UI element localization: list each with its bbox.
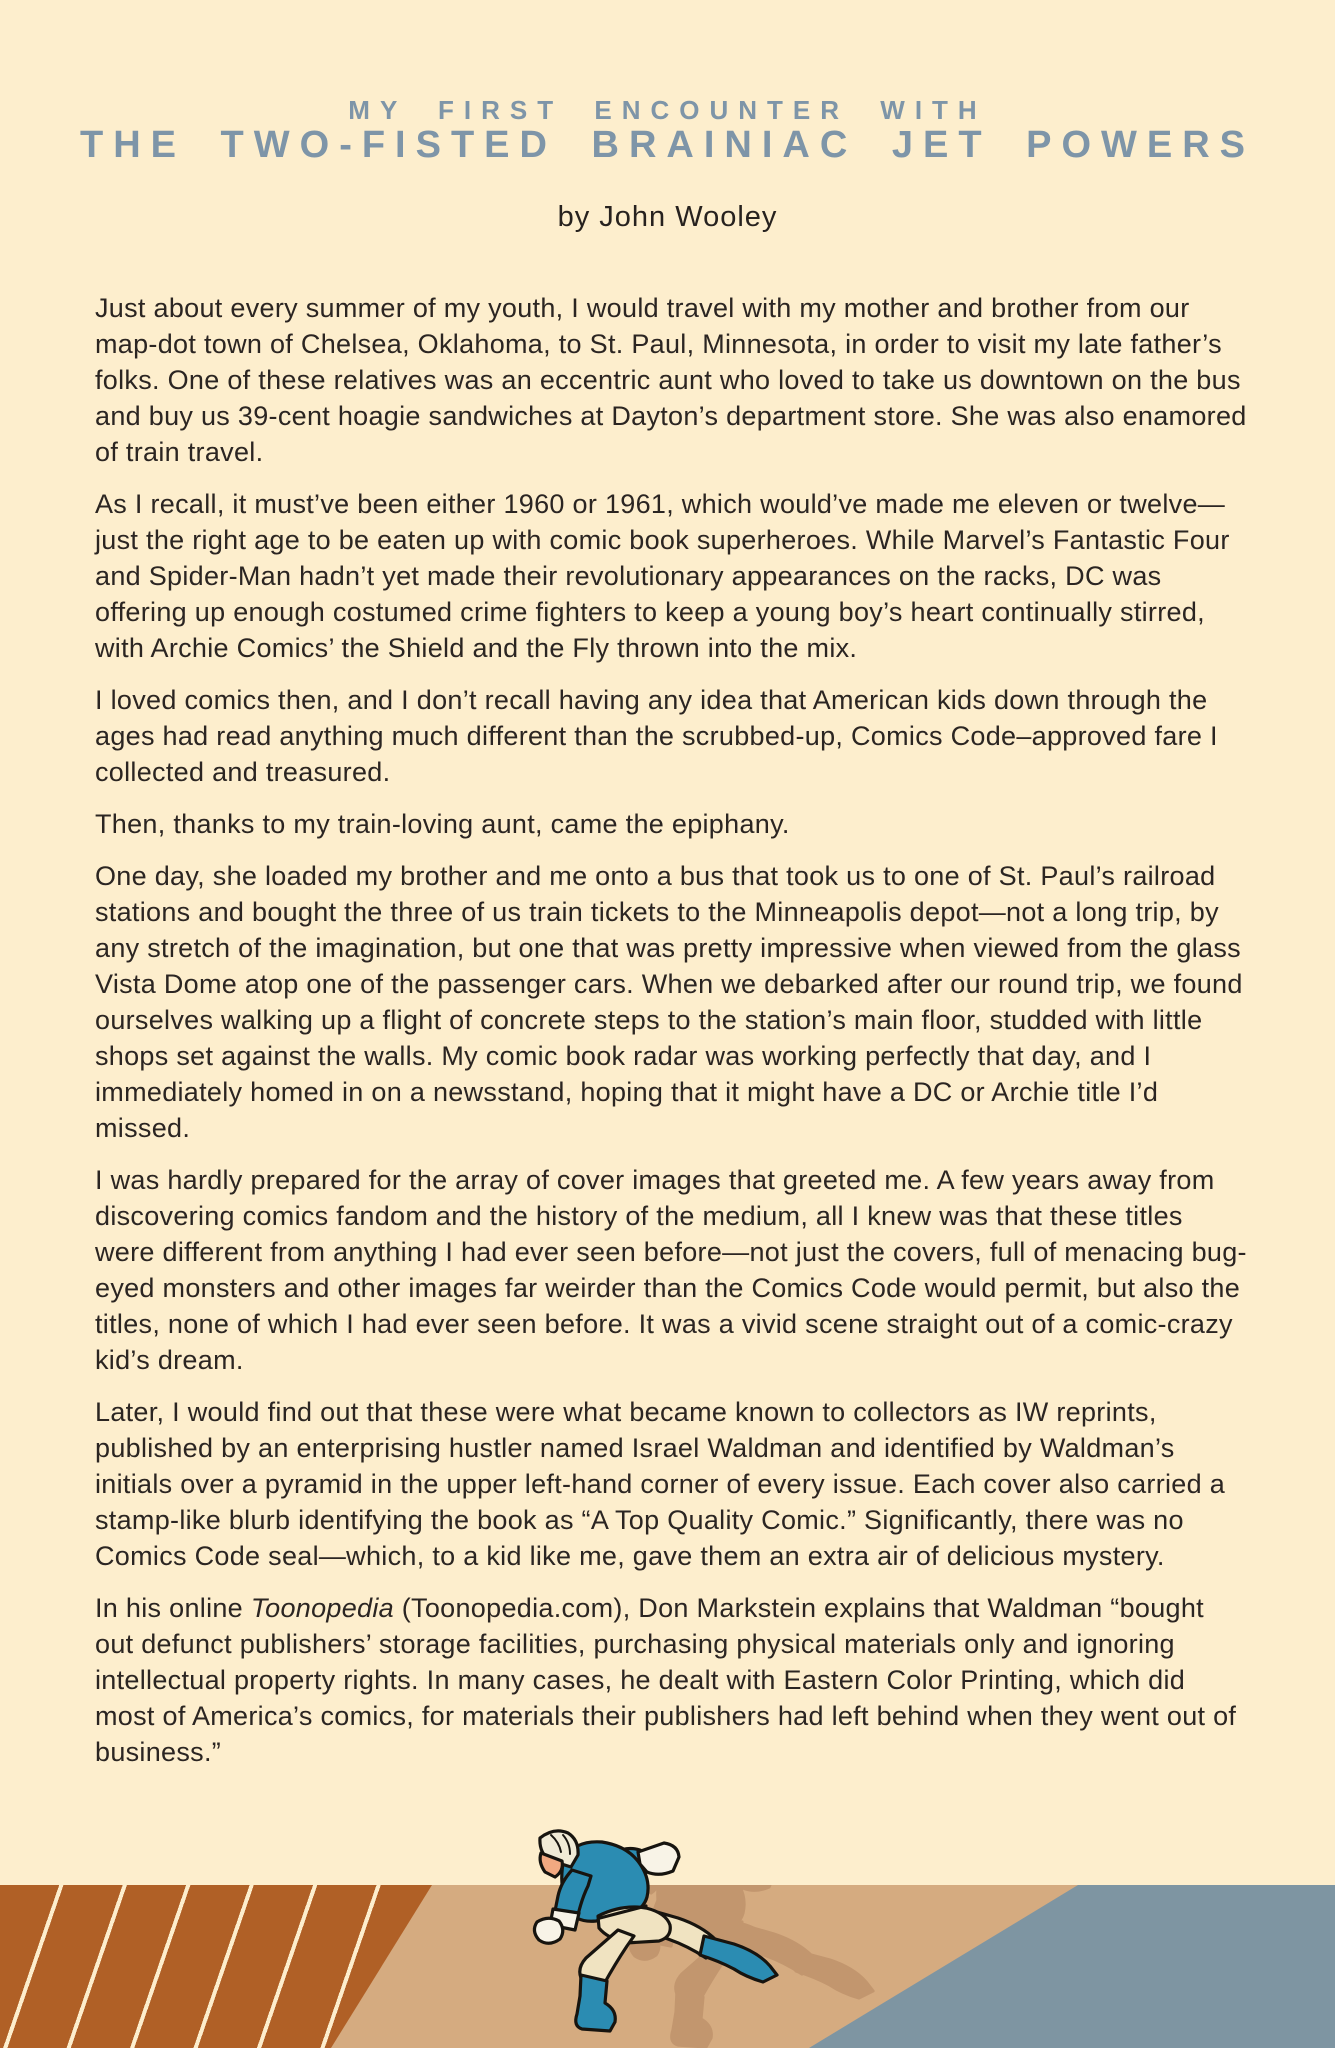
article-title: THE TWO-FISTED BRAINIAC JET POWERS: [80, 124, 1255, 166]
essay-paragraph: Then, thanks to my train-loving aunt, came the epiphany.: [95, 809, 790, 839]
essay-paragraph: I was hardly prepared for the array of cover images that greeted me. A few years away from discovering comics fandom and the history of the medium, all I knew was that these titles were different from anything I had ever seen before—not just the covers, full of menacing bug-eyed monsters and other images far weirder than the Comics Code would permit, but also the titles, none of which I had ever seen before. It was a vivid scene straight out of a comic-crazy kid’s dream.: [95, 1165, 1247, 1375]
article-kicker: MY FIRST ENCOUNTER WITH: [348, 95, 987, 125]
essay-paragraph: As I recall, it must’ve been either 1960 or 1961, which would’ve made me eleven or twelve—just the right age to be eaten up with comic book superheroes. While Marvel’s Fantastic Four and Spider-Man hadn’t yet made their revolutionary appearances on the racks, DC was offering up enough costumed crime fighters to keep a young boy’s heart continually stirred, with Archie Comics’ the Shield and the Fly thrown into the mix.: [95, 489, 1230, 663]
running-man-illustration: [520, 1826, 920, 2048]
essay-body: [95, 290, 1250, 1786]
essay-paragraph: One day, she loaded my brother and me onto a bus that took us to one of St. Paul’s railroad stations and bought the three of us train tickets to the Minneapolis depot—not a long trip, by any stretch of the imagination, but one that was pretty impressive when viewed from the glass Vista Dome atop one of the passenger cars. When we debarked after our round trip, we found ourselves walking up a flight of concrete steps to the station’s main floor, studded with little shops set against the walls. My comic book radar was working perfectly that day, and I immediately homed in on a newsstand, hoping that it might have a DC or Archie title I’d missed.: [95, 861, 1243, 1143]
article-byline: by John Wooley: [557, 201, 778, 233]
essay-paragraph: I loved comics then, and I don’t recall having any idea that American kids down through the ages had read anything much different than the scrubbed-up, Comics Code–approved fare I collected and treasured.: [95, 685, 1218, 787]
essay-paragraph: In his online Toonopedia (Toonopedia.com), Don Markstein explains that Waldman “bought out defunct publishers’ storage facilities, purchasing physical materials only and ignoring intellectual property rights. In many cases, he dealt with Eastern Color Printing, which did most of America’s comics, for materials their publishers had left behind when they went out of business.”: [95, 1593, 1237, 1767]
runner-shadow: [630, 1847, 873, 2047]
essay-paragraph: Later, I would find out that these were what became known to collectors as IW reprints, published by an enterprising hustler named Israel Waldman and identified by Waldman’s initials over a pyramid in the upper left-hand corner of every issue. Each cover also carried a stamp-like blurb identifying the book as “A Top Quality Comic.” Significantly, there was no Comics Code seal—which, to a kid like me, gave them an extra air of delicious mystery.: [95, 1397, 1226, 1571]
essay-paragraph: Just about every summer of my youth, I would travel with my mother and brother from our map-dot town of Chelsea, Oklahoma, to St. Paul, Minnesota, in order to visit my late father’s folks. One of these relatives was an eccentric aunt who loved to take us downtown on the bus and buy us 39-cent hoagie sandwiches at Dayton’s department store. She was also enamored of train travel.: [95, 293, 1247, 467]
